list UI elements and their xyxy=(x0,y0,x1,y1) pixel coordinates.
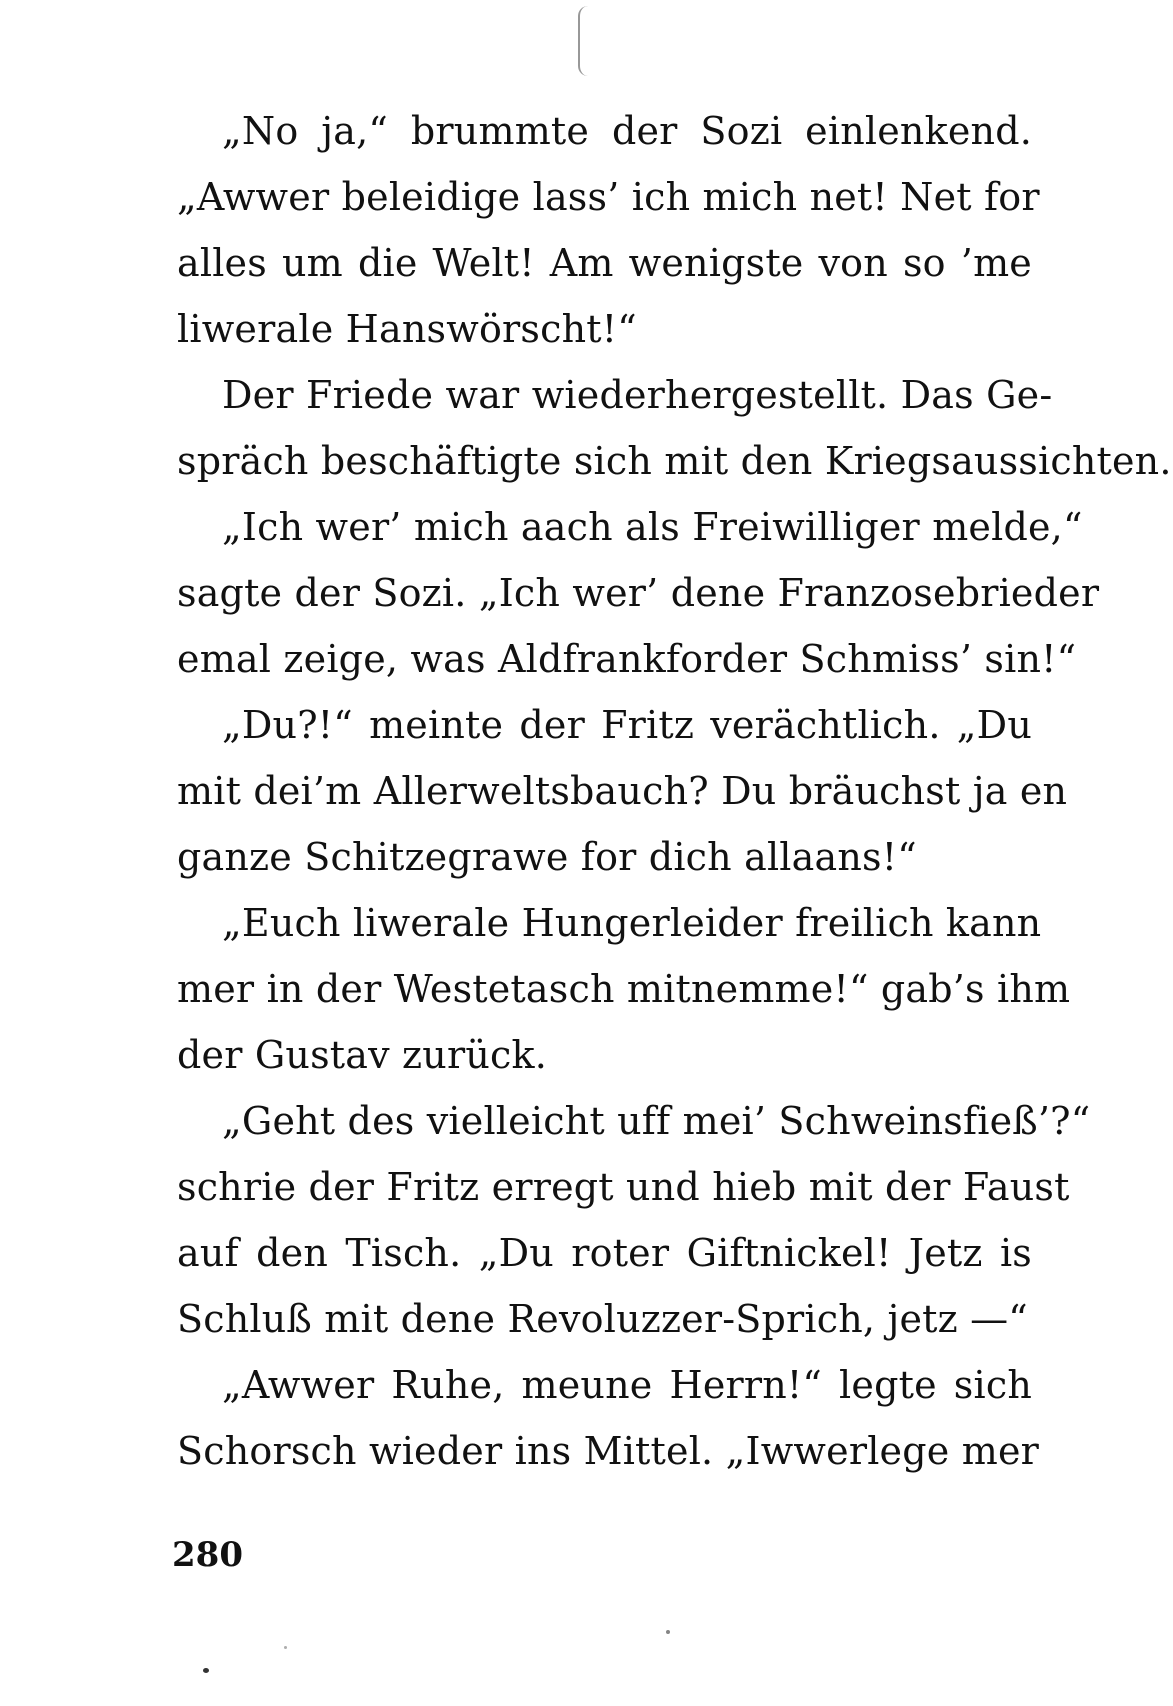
text-line: mit dei’m Allerweltsbauch? Du bräuchst ja en xyxy=(177,769,1068,813)
text-line: emal zeige, was Aldfrankforder Schmiss’ sin!“ xyxy=(177,637,1077,681)
text-line: mer in der Westetasch mitnemme!“ gab’s ihm xyxy=(177,967,1071,1011)
text-line: der Gustav zurück. xyxy=(177,1033,547,1077)
text-line: „Du?!“ meinte der Fritz verächtlich. „Du xyxy=(222,703,1032,747)
text-line: „Awwer Ruhe, meune Herrn!“ legte sich xyxy=(222,1363,1032,1407)
scan-artifact-mark xyxy=(578,6,594,76)
text-line: alles um die Welt! Am wenigste von so ’me xyxy=(177,241,1032,285)
text-line: „Euch liwerale Hungerleider freilich kann xyxy=(222,901,1042,945)
text-line: ganze Schitzegrawe for dich allaans!“ xyxy=(177,835,917,879)
scan-speck xyxy=(284,1646,287,1649)
text-line: „Ich wer’ mich aach als Freiwilliger melde,“ xyxy=(222,505,1083,549)
scan-speck xyxy=(666,1630,670,1634)
text-line: spräch beschäftigte sich mit den Kriegsaussichten. xyxy=(177,439,1172,483)
text-line: auf den Tisch. „Du roter Giftnickel! Jetz is xyxy=(177,1231,1032,1275)
scan-speck xyxy=(203,1668,209,1673)
text-line: sagte der Sozi. „Ich wer’ dene Franzosebrieder xyxy=(177,571,1100,615)
text-line: Schluß mit dene Revoluzzer-Sprich, jetz —“ xyxy=(177,1297,1028,1341)
text-line: „No ja,“ brummte der Sozi einlenkend. xyxy=(222,109,1032,153)
text-line: „Awwer beleidige lass’ ich mich net! Net for xyxy=(177,175,1040,219)
text-line: Schorsch wieder ins Mittel. „Iwwerlege mer xyxy=(177,1429,1040,1473)
text-line: schrie der Fritz erregt und hieb mit der Faust xyxy=(177,1165,1070,1209)
text-line: Der Friede war wiederhergestellt. Das Ge- xyxy=(222,373,1053,417)
text-line: liwerale Hanswörscht!“ xyxy=(177,307,637,351)
body-text xyxy=(177,98,1172,1484)
page-number: 280 xyxy=(172,1535,243,1575)
text-line: „Geht des vielleicht uff mei’ Schweinsfieß’?“ xyxy=(222,1099,1091,1143)
